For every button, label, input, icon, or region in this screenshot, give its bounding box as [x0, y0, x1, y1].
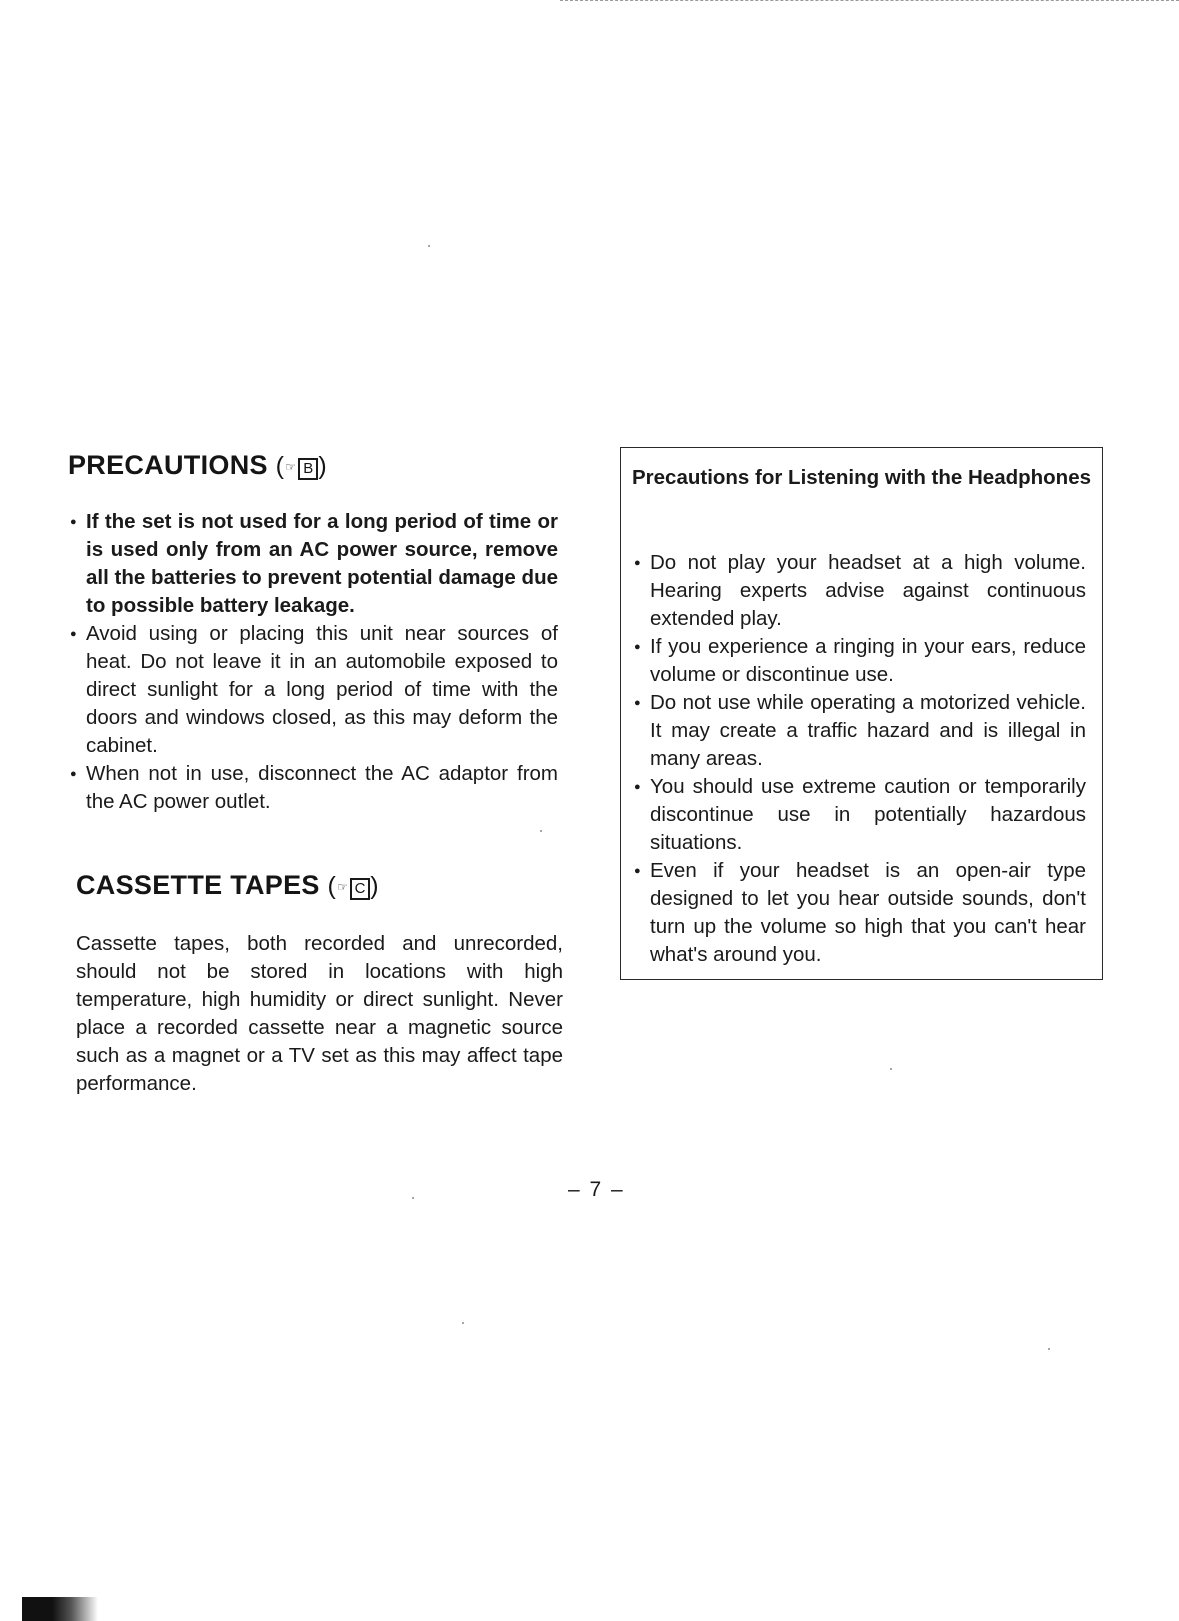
list-item: ● Do not use while operating a motorized vehicle. It may create a traffic hazard and is illegal in many areas. [634, 689, 1086, 773]
pointing-hand-icon: ☞ [285, 460, 297, 474]
list-item: ● Avoid using or placing this unit near sources of heat. Do not leave it in an automobile exposed to direct sunlight for a long period of time with the doors and windows closed, as this may deform the cabinet. [70, 620, 558, 760]
precautions-list [70, 508, 558, 816]
scan-speck [428, 245, 430, 247]
figure-b-label: B [298, 458, 318, 480]
box-title: Precautions for Listening with the Headphones [631, 466, 1092, 489]
page-number: – 7 – [568, 1178, 625, 1201]
scan-edge-line [560, 0, 1179, 3]
cassette-heading [76, 870, 379, 901]
precautions-title: PRECAUTIONS [68, 450, 268, 480]
precautions-figure-ref: (☞ B ) [275, 452, 327, 480]
scan-speck [412, 1197, 414, 1199]
list-item: ● If you experience a ringing in your ears, reduce volume or discontinue use. [634, 633, 1086, 689]
figure-c-label: C [350, 878, 370, 900]
precautions-heading [68, 450, 327, 481]
list-item: ● Even if your headset is an open-air type designed to let you hear outside sounds, don't turn up the volume so high that you can't hear what's around you. [634, 857, 1086, 969]
scan-speck [462, 1322, 464, 1324]
list-item: ● When not in use, disconnect the AC adaptor from the AC power outlet. [70, 760, 558, 816]
pointing-hand-icon: ☞ [337, 880, 349, 894]
scan-speck [540, 830, 542, 832]
scan-speck [890, 1068, 892, 1070]
list-item: ● If the set is not used for a long period of time or is used only from an AC power source, remove all the batteries to prevent potential damage due to possible battery leakage. [70, 508, 558, 620]
cassette-title: CASSETTE TAPES [76, 870, 320, 900]
headphones-precautions-box [620, 447, 1103, 980]
headphones-precautions-list [634, 549, 1086, 969]
list-item: ● Do not play your headset at a high volume. Hearing experts advise against continuous extended play. [634, 549, 1086, 633]
cassette-figure-ref: (☞ C ) [327, 872, 379, 900]
cassette-body: Cassette tapes, both recorded and unrecorded, should not be stored in locations with high temperature, high humidity or direct sunlight. Never place a recorded cassette near a magnetic source such as a magnet or a TV set as this may affect tape performance. [76, 932, 563, 1095]
scan-corner-mark [22, 1597, 98, 1621]
scan-speck [1048, 1348, 1050, 1350]
list-item: ● You should use extreme caution or temporarily discontinue use in potentially hazardous situations. [634, 773, 1086, 857]
